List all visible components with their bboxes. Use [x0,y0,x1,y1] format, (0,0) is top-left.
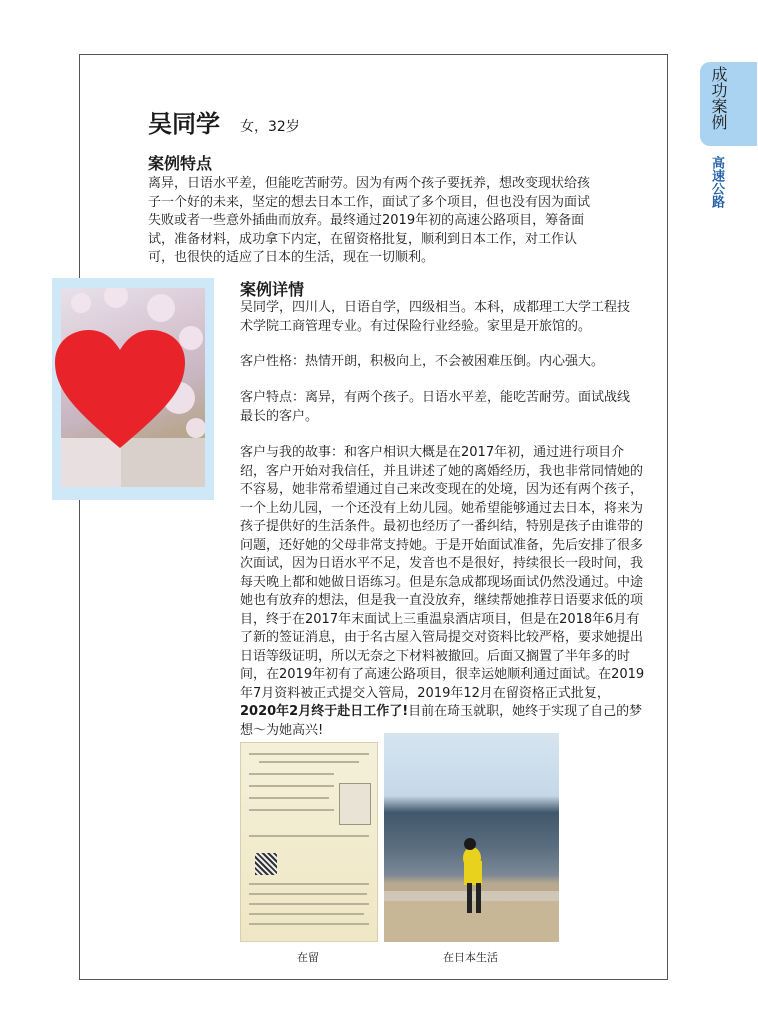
details-story-end: 目前在琦玉就职，她终于实现了自己的梦想～为她高兴! [240,704,643,738]
details-traits: 客户特点：离异，有两个孩子。日语水平差，能吃苦耐劳。面试战线最长的客户。 [240,390,631,424]
details-personality: 客户性格：热情开朗，积极向上，不会被困难压倒。内心强大。 [240,354,605,369]
side-tab-subtitle: 高速公路 [709,156,724,208]
beach-photo [384,733,559,942]
features-heading: 案例特点 [148,154,213,173]
profile-info: 女，32岁 [240,119,300,135]
details-intro: 吴同学，四川人，日语自学，四级相当。本科，成都理工大学工程技术学院工商管理专业。有过保险行业经验。家里是开旅馆的。 [240,300,631,334]
profile-name: 吴同学 [148,110,220,138]
details-story [240,444,645,740]
heart-icon [55,330,185,450]
features-text: 离异，日语水平差，但能吃苦耐劳。因为有两个孩子要抚养，想改变现状给孩子一个好的未来，坚定的想去日本工作，面试了多个项目，但也没有因为面试失败或者一些意外插曲而放弃。最终通过2019年初的高速公路项目，筹备面试，准备材料，成功拿下内定，在留资格批复，顺利到日本工作，对工作认可，也很快的适应了日本的生活，现在一切顺利。 [148,176,591,265]
side-tab-title: 成功案例 [709,66,728,130]
caption-residence: 在留 [297,951,319,964]
residence-certificate-image [240,742,378,942]
details-heading: 案例详情 [240,280,305,299]
details-story-bold: 2020年2月终于赴日工作了! [240,704,409,719]
details-story-text: 客户与我的故事：和客户相识大概是在2017年初，通过进行项目介绍，客户开始对我信任，并且讲述了她的离婚经历，我也非常同情她的不容易，她非常希望通过自己来改变现在的处境，因为还有两个孩子，一个上幼儿园，一个还没有上幼儿园。她希望能够通过去日本，将来为孩子提供好的生活条件。最初也经历了一番纠结，特别是孩子由谁带的问题，还好她的父母非常支持她。于是开始面试准备，先后安排了很多次面试，因为日语水平不足，发音也不是很好，持续很长一段时间，我每天晚上都和她做日语练习。但是东急成都现场面试仍然没通过。中途她也有放弃的想法，但是我一直没放弃，继续帮她推荐日语要求低的项目，终于在2017年末面试上三重温泉酒店项目，但是在2018年6月有了新的签证消息，由于名古屋入管局提交对资料比较严格，要求她提出日语等级证明，所以无奈之下材料被撤回。后面又搁置了半年多的时间，在2019年初有了高速公路项目，很幸运她顺利通过面试。在2019年7月资料被正式提交入管局，2019年12月在留资格正式批复， [240,445,645,701]
beach-scene [384,733,559,942]
caption-life-in-japan: 在日本生活 [443,951,498,964]
